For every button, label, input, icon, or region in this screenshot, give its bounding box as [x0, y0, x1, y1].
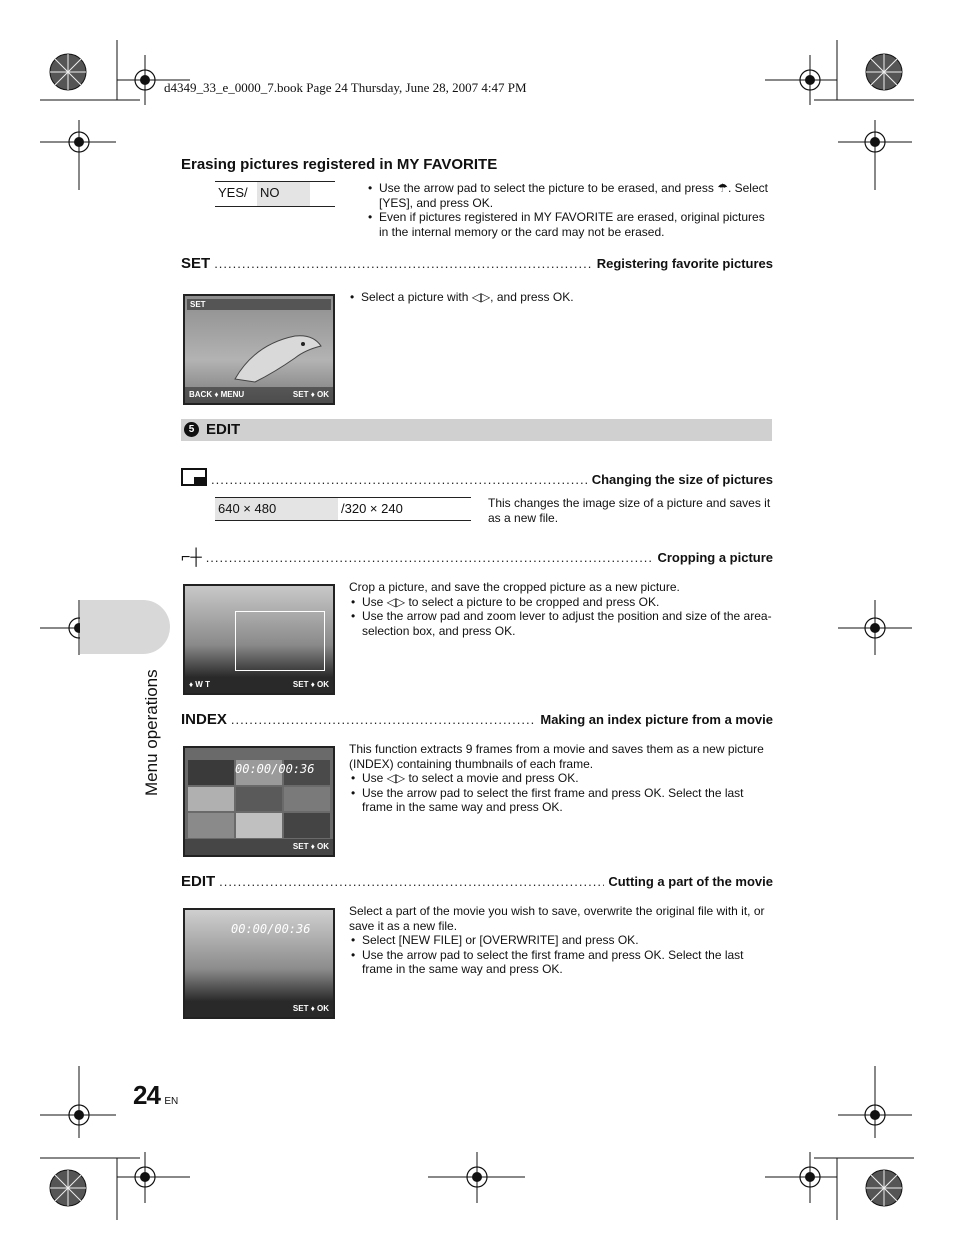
erase-instructions: [366, 181, 772, 239]
edit-movie-heading: [181, 873, 773, 890]
leader-dots: [211, 472, 588, 487]
crop-subtitle: Cropping a picture: [657, 550, 773, 565]
index-title: INDEX: [181, 711, 227, 728]
leader-dots: [219, 874, 604, 889]
index-bullet-1: • Use ◁▷ to select a movie and press OK.: [349, 771, 773, 786]
index-screen-image: [183, 746, 335, 857]
crop-heading: [181, 550, 773, 565]
crop-screen-zoom: ♦ W T: [189, 680, 210, 689]
edit-movie-screen-image: [183, 908, 335, 1019]
page-header: d4349_33_e_0000_7.book Page 24 Thursday, June 28, 2007 4:47 PM: [164, 80, 527, 95]
dolphin-illustration: [225, 324, 325, 384]
crop-instructions: [349, 580, 773, 638]
crop-bullet-2: • Use the arrow pad and zoom lever to adjust the position and size of the area-selection box, and press OK.: [349, 609, 773, 638]
index-intro: This function extracts 9 frames from a movie and saves them as a new picture (INDEX) containing thumbnails of each frame.: [349, 742, 764, 771]
index-bullet-2: • Use the arrow pad to select the first frame and press OK. Select the last frame in the same way and press OK.: [349, 786, 773, 815]
set-subtitle: Registering favorite pictures: [596, 256, 773, 271]
crop-screen-bar: [185, 677, 333, 693]
edit-movie-instructions: [349, 904, 773, 977]
erase-bullet-1: • Use the arrow pad to select the picture to be erased, and press ☂. Select [YES], and press OK.: [366, 181, 772, 210]
set-instructions: [348, 290, 772, 305]
section-title: EDIT: [206, 421, 241, 438]
edit-movie-screen-ok: SET ♦ OK: [292, 1004, 329, 1013]
page-number: [133, 1080, 178, 1111]
erase-option-no: NO: [257, 182, 310, 206]
side-tab: [80, 600, 170, 654]
crop-selection-box: [235, 611, 325, 671]
resize-heading: [181, 466, 773, 487]
set-screen-back: BACK ♦ MENU: [189, 390, 245, 399]
section-number: 5: [188, 424, 195, 435]
erase-bullet-2: • Even if pictures registered in MY FAVORITE are erased, original pictures in the internal memory or the card may not be erased.: [366, 210, 772, 239]
leader-dots: [231, 712, 537, 727]
leader-dots: [206, 550, 654, 565]
crop-icon: ⌐┼: [181, 549, 202, 566]
resize-option-320: /320 × 240: [341, 501, 403, 516]
set-screen-title: SET: [190, 300, 206, 309]
resize-option-640: 640 × 480: [215, 498, 338, 520]
side-tab-label: Menu operations: [142, 669, 161, 796]
crop-screen-image: [183, 584, 335, 695]
index-heading: [181, 711, 773, 728]
erase-title: Erasing pictures registered in MY FAVORITE: [181, 156, 498, 173]
set-title: SET: [181, 255, 211, 272]
index-screen-bar: [185, 839, 333, 855]
set-screen-title-bar: [187, 299, 331, 310]
edit-movie-subtitle: Cutting a part of the movie: [608, 874, 773, 889]
page-language: EN: [164, 1096, 179, 1107]
edit-section-band: [181, 419, 772, 441]
crop-intro: Crop a picture, and save the cropped picture as a new picture.: [349, 580, 680, 594]
edit-movie-title: EDIT: [181, 873, 216, 890]
crop-bullet-1: • Use ◁▷ to select a picture to be cropped and press OK.: [349, 595, 773, 610]
edit-movie-intro: Select a part of the movie you wish to save, overwrite the original file with it, or save it as a new file.: [349, 904, 765, 933]
index-subtitle: Making an index picture from a movie: [540, 712, 773, 727]
index-instructions: [349, 742, 773, 815]
index-screen-time: 00:00/00:36: [235, 762, 315, 776]
set-screen-bar: [185, 387, 333, 403]
set-screen-image: [183, 294, 335, 405]
set-bullet: • Select a picture with ◁▷, and press OK.: [348, 290, 772, 305]
index-screen-ok: SET ♦ OK: [292, 842, 329, 851]
erase-option-yes: YES/: [218, 185, 248, 200]
resize-description: This changes the image size of a picture and saves it as a new file.: [488, 496, 771, 525]
resize-options-table: [215, 497, 471, 521]
section-number-badge: [184, 422, 199, 437]
edit-movie-bullet-2: • Use the arrow pad to select the first frame and press OK. Select the last frame in the same way and press OK.: [349, 948, 773, 977]
resize-icon: [181, 468, 207, 486]
erase-options-table: [215, 181, 335, 207]
edit-movie-screen-time: 00:00/00:36: [231, 922, 311, 936]
edit-movie-bullet-1: • Select [NEW FILE] or [OVERWRITE] and press OK.: [349, 933, 773, 948]
set-heading: [181, 255, 773, 272]
resize-subtitle: Changing the size of pictures: [591, 472, 773, 487]
leader-dots: [214, 256, 593, 271]
crop-screen-ok: SET ♦ OK: [292, 680, 329, 689]
set-screen-ok: SET ♦ OK: [292, 390, 329, 399]
edit-movie-screen-bar: [185, 1001, 333, 1017]
page-number-value: 24: [133, 1080, 160, 1110]
